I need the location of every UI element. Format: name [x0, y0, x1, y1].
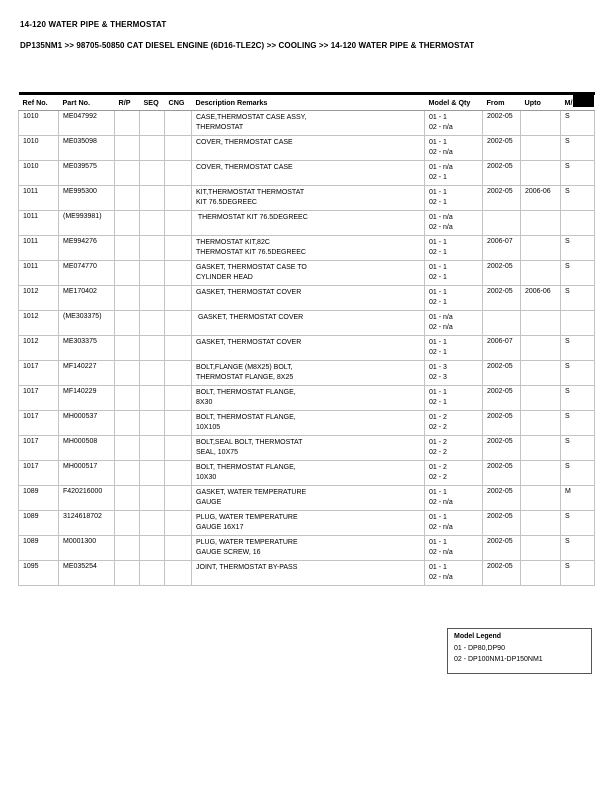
model-qty-cell: 01 - n/a 02 - n/a [425, 311, 483, 336]
seq-cell [140, 261, 165, 286]
rp-cell [115, 561, 140, 586]
table-row [19, 411, 595, 436]
model-qty-cell: 01 - n/a 02 - 1 [425, 161, 483, 186]
seq-cell [140, 286, 165, 311]
table-row [19, 536, 595, 561]
description-cell: PLUG, WATER TEMPERATURE GAUGE SCREW, 16 [192, 536, 425, 561]
upto-cell [521, 336, 561, 361]
part-no-cell: ME047992 [59, 111, 115, 136]
model-qty-cell: 01 - 2 02 - 2 [425, 411, 483, 436]
upto-cell [521, 361, 561, 386]
seq-cell [140, 236, 165, 261]
rp-cell [115, 361, 140, 386]
part-no-cell: ME035098 [59, 136, 115, 161]
description-cell: THERMOSTAT KIT,82C THERMOSTAT KIT 76.5DEGREEC [192, 236, 425, 261]
from-cell: 2002-05 [483, 486, 521, 511]
from-cell: 2002-05 [483, 436, 521, 461]
mr-cell: S [561, 561, 595, 586]
model-qty-cell: 01 - 2 02 - 2 [425, 436, 483, 461]
cng-cell [165, 486, 192, 511]
mr-cell: S [561, 386, 595, 411]
table-row [19, 486, 595, 511]
model-legend-item: 01 - DP80,DP90 [454, 645, 505, 652]
rp-cell [115, 511, 140, 536]
table-row [19, 561, 595, 586]
model-legend-title: Model Legend [454, 633, 502, 640]
parts-table-body [19, 111, 595, 586]
model-qty-cell: 01 - 1 02 - n/a [425, 536, 483, 561]
from-cell: 2002-05 [483, 411, 521, 436]
ref-no-cell: 1017 [19, 411, 59, 436]
rp-cell [115, 211, 140, 236]
seq-cell [140, 111, 165, 136]
ref-no-cell: 1017 [19, 361, 59, 386]
ref-no-cell: 1010 [19, 136, 59, 161]
rp-cell [115, 111, 140, 136]
ref-no-cell: 1012 [19, 286, 59, 311]
part-no-cell: MH000537 [59, 411, 115, 436]
rp-cell [115, 461, 140, 486]
cng-cell [165, 161, 192, 186]
table-row [19, 286, 595, 311]
cng-cell [165, 536, 192, 561]
from-cell [483, 211, 521, 236]
part-no-cell: MH000517 [59, 461, 115, 486]
ref-no-cell: 1089 [19, 511, 59, 536]
cng-cell [165, 386, 192, 411]
rp-cell [115, 136, 140, 161]
part-no-cell: ME994276 [59, 236, 115, 261]
rp-cell [115, 186, 140, 211]
table-row [19, 336, 595, 361]
model-qty-cell: 01 - 3 02 - 3 [425, 361, 483, 386]
description-cell: THERMOSTAT KIT 76.5DEGREEC [192, 211, 425, 236]
upto-cell [521, 536, 561, 561]
col-header-mr: M/R [561, 94, 595, 111]
seq-cell [140, 511, 165, 536]
cng-cell [165, 361, 192, 386]
seq-cell [140, 161, 165, 186]
from-cell: 2002-05 [483, 461, 521, 486]
upto-cell: 2006-06 [521, 186, 561, 211]
rp-cell [115, 161, 140, 186]
from-cell: 2002-05 [483, 161, 521, 186]
description-cell: BOLT,FLANGE (M8X25) BOLT, THERMOSTAT FLANGE, 8X25 [192, 361, 425, 386]
description-cell: PLUG, WATER TEMPERATURE GAUGE 16X17 [192, 511, 425, 536]
cng-cell [165, 461, 192, 486]
model-qty-cell: 01 - 1 02 - n/a [425, 111, 483, 136]
rp-cell [115, 386, 140, 411]
rp-cell [115, 486, 140, 511]
ref-no-cell: 1012 [19, 311, 59, 336]
model-qty-cell: 01 - 1 02 - 1 [425, 236, 483, 261]
part-no-cell: (ME303375) [59, 311, 115, 336]
cng-cell [165, 311, 192, 336]
upto-cell: 2006-06 [521, 286, 561, 311]
mr-cell: M [561, 486, 595, 511]
seq-cell [140, 211, 165, 236]
col-header-upto: Upto [521, 94, 561, 111]
table-row [19, 261, 595, 286]
ref-no-cell: 1089 [19, 486, 59, 511]
description-cell: GASKET, WATER TEMPERATURE GAUGE [192, 486, 425, 511]
rp-cell [115, 436, 140, 461]
table-row [19, 436, 595, 461]
part-no-cell: (ME993981) [59, 211, 115, 236]
upto-cell [521, 311, 561, 336]
col-header-model-qty: Model & Qty [425, 94, 483, 111]
parts-table [18, 92, 595, 586]
mr-cell: S [561, 336, 595, 361]
ref-no-cell: 1011 [19, 261, 59, 286]
seq-cell [140, 536, 165, 561]
from-cell: 2002-05 [483, 186, 521, 211]
description-cell: JOINT, THERMOSTAT BY-PASS [192, 561, 425, 586]
seq-cell [140, 361, 165, 386]
part-no-cell: ME995300 [59, 186, 115, 211]
upto-cell [521, 211, 561, 236]
cng-cell [165, 511, 192, 536]
description-cell: KIT,THERMOSTAT THERMOSTAT KIT 76.5DEGREEC [192, 186, 425, 211]
col-header-cng: CNG [165, 94, 192, 111]
ref-no-cell: 1011 [19, 236, 59, 261]
description-cell: COVER, THERMOSTAT CASE [192, 136, 425, 161]
page-title: 14-120 WATER PIPE & THERMOSTAT [20, 20, 167, 29]
upto-cell [521, 236, 561, 261]
table-row [19, 186, 595, 211]
table-row [19, 461, 595, 486]
seq-cell [140, 486, 165, 511]
from-cell: 2006-07 [483, 236, 521, 261]
model-qty-cell: 01 - 1 02 - n/a [425, 511, 483, 536]
from-cell: 2002-05 [483, 361, 521, 386]
upto-cell [521, 161, 561, 186]
breadcrumb: DP135NM1 >> 98705-50850 CAT DIESEL ENGINE (6D16-TLE2C) >> COOLING >> 14-120 WATER PIPE & THERMOSTAT [20, 41, 475, 50]
table-row [19, 361, 595, 386]
col-header-from: From [483, 94, 521, 111]
cng-cell [165, 411, 192, 436]
mr-cell: S [561, 161, 595, 186]
upto-cell [521, 436, 561, 461]
description-cell: GASKET, THERMOSTAT COVER [192, 311, 425, 336]
model-legend-box [447, 628, 592, 674]
mr-cell: S [561, 186, 595, 211]
cng-cell [165, 111, 192, 136]
model-qty-cell: 01 - 2 02 - 2 [425, 461, 483, 486]
upto-cell [521, 511, 561, 536]
description-cell: GASKET, THERMOSTAT CASE TO CYLINDER HEAD [192, 261, 425, 286]
mr-cell: S [561, 236, 595, 261]
part-no-cell: ME170402 [59, 286, 115, 311]
table-row [19, 161, 595, 186]
upto-cell [521, 411, 561, 436]
description-cell: BOLT, THERMOSTAT FLANGE, 8X30 [192, 386, 425, 411]
part-no-cell: ME035254 [59, 561, 115, 586]
table-row [19, 211, 595, 236]
seq-cell [140, 186, 165, 211]
cng-cell [165, 236, 192, 261]
mr-cell: S [561, 511, 595, 536]
mr-cell [561, 311, 595, 336]
from-cell: 2006-07 [483, 336, 521, 361]
part-no-cell: MF140229 [59, 386, 115, 411]
upto-cell [521, 386, 561, 411]
rp-cell [115, 311, 140, 336]
table-row [19, 136, 595, 161]
description-cell: GASKET, THERMOSTAT COVER [192, 286, 425, 311]
from-cell: 2002-05 [483, 136, 521, 161]
rp-cell [115, 236, 140, 261]
upto-cell [521, 136, 561, 161]
from-cell: 2002-05 [483, 511, 521, 536]
ref-no-cell: 1095 [19, 561, 59, 586]
seq-cell [140, 561, 165, 586]
description-cell: BOLT,SEAL BOLT, THERMOSTAT SEAL, 10X75 [192, 436, 425, 461]
model-qty-cell: 01 - 1 02 - 1 [425, 286, 483, 311]
mr-cell: S [561, 111, 595, 136]
ref-no-cell: 1017 [19, 461, 59, 486]
table-row [19, 511, 595, 536]
model-legend-item: 02 - DP100NM1-DP150NM1 [454, 656, 543, 663]
col-header-rp: R/P [115, 94, 140, 111]
mr-cell: S [561, 436, 595, 461]
table-row [19, 311, 595, 336]
model-qty-cell: 01 - 1 02 - n/a [425, 561, 483, 586]
from-cell: 2002-05 [483, 111, 521, 136]
table-row [19, 236, 595, 261]
model-qty-cell: 01 - 1 02 - 1 [425, 186, 483, 211]
part-no-cell: MH000508 [59, 436, 115, 461]
cng-cell [165, 336, 192, 361]
part-no-cell: F420216000 [59, 486, 115, 511]
from-cell [483, 311, 521, 336]
rp-cell [115, 261, 140, 286]
description-cell: BOLT, THERMOSTAT FLANGE, 10X30 [192, 461, 425, 486]
col-header-part-no: Part No. [59, 94, 115, 111]
mr-cell: S [561, 361, 595, 386]
mr-cell: S [561, 286, 595, 311]
part-no-cell: ME074770 [59, 261, 115, 286]
ref-no-cell: 1010 [19, 111, 59, 136]
seq-cell [140, 436, 165, 461]
part-no-cell: 3124618702 [59, 511, 115, 536]
from-cell: 2002-05 [483, 286, 521, 311]
mr-cell: S [561, 536, 595, 561]
rp-cell [115, 411, 140, 436]
model-qty-cell: 01 - 1 02 - 1 [425, 386, 483, 411]
col-header-seq: SEQ [140, 94, 165, 111]
cng-cell [165, 286, 192, 311]
col-header-ref-no: Ref No. [19, 94, 59, 111]
ref-no-cell: 1011 [19, 211, 59, 236]
from-cell: 2002-05 [483, 261, 521, 286]
ref-no-cell: 1089 [19, 536, 59, 561]
cng-cell [165, 211, 192, 236]
description-cell: GASKET, THERMOSTAT COVER [192, 336, 425, 361]
seq-cell [140, 336, 165, 361]
model-qty-cell: 01 - 1 02 - n/a [425, 486, 483, 511]
ref-no-cell: 1017 [19, 436, 59, 461]
seq-cell [140, 136, 165, 161]
cng-cell [165, 261, 192, 286]
table-header-row [19, 94, 595, 111]
upto-cell [521, 561, 561, 586]
ref-no-cell: 1017 [19, 386, 59, 411]
description-cell: CASE,THERMOSTAT CASE ASSY, THERMOSTAT [192, 111, 425, 136]
ref-no-cell: 1011 [19, 186, 59, 211]
upto-cell [521, 261, 561, 286]
mr-cell: S [561, 261, 595, 286]
description-cell: BOLT, THERMOSTAT FLANGE, 10X105 [192, 411, 425, 436]
model-qty-cell: 01 - 1 02 - 1 [425, 261, 483, 286]
rp-cell [115, 286, 140, 311]
upto-cell [521, 111, 561, 136]
seq-cell [140, 411, 165, 436]
part-no-cell: ME303375 [59, 336, 115, 361]
seq-cell [140, 461, 165, 486]
seq-cell [140, 386, 165, 411]
table-row [19, 386, 595, 411]
cng-cell [165, 436, 192, 461]
cng-cell [165, 186, 192, 211]
part-no-cell: MF140227 [59, 361, 115, 386]
rp-cell [115, 536, 140, 561]
description-cell: COVER, THERMOSTAT CASE [192, 161, 425, 186]
from-cell: 2002-05 [483, 536, 521, 561]
mr-cell [561, 211, 595, 236]
cng-cell [165, 136, 192, 161]
model-qty-cell: 01 - 1 02 - 1 [425, 336, 483, 361]
mr-cell: S [561, 411, 595, 436]
table-row [19, 111, 595, 136]
seq-cell [140, 311, 165, 336]
ref-no-cell: 1012 [19, 336, 59, 361]
from-cell: 2002-05 [483, 386, 521, 411]
ref-no-cell: 1010 [19, 161, 59, 186]
upto-cell [521, 486, 561, 511]
part-no-cell: M0001300 [59, 536, 115, 561]
model-qty-cell: 01 - n/a 02 - n/a [425, 211, 483, 236]
part-no-cell: ME039575 [59, 161, 115, 186]
mr-cell: S [561, 461, 595, 486]
rp-cell [115, 336, 140, 361]
upto-cell [521, 461, 561, 486]
mr-cell: S [561, 136, 595, 161]
model-qty-cell: 01 - 1 02 - n/a [425, 136, 483, 161]
cng-cell [165, 561, 192, 586]
from-cell: 2002-05 [483, 561, 521, 586]
col-header-description: Description Remarks [192, 94, 425, 111]
